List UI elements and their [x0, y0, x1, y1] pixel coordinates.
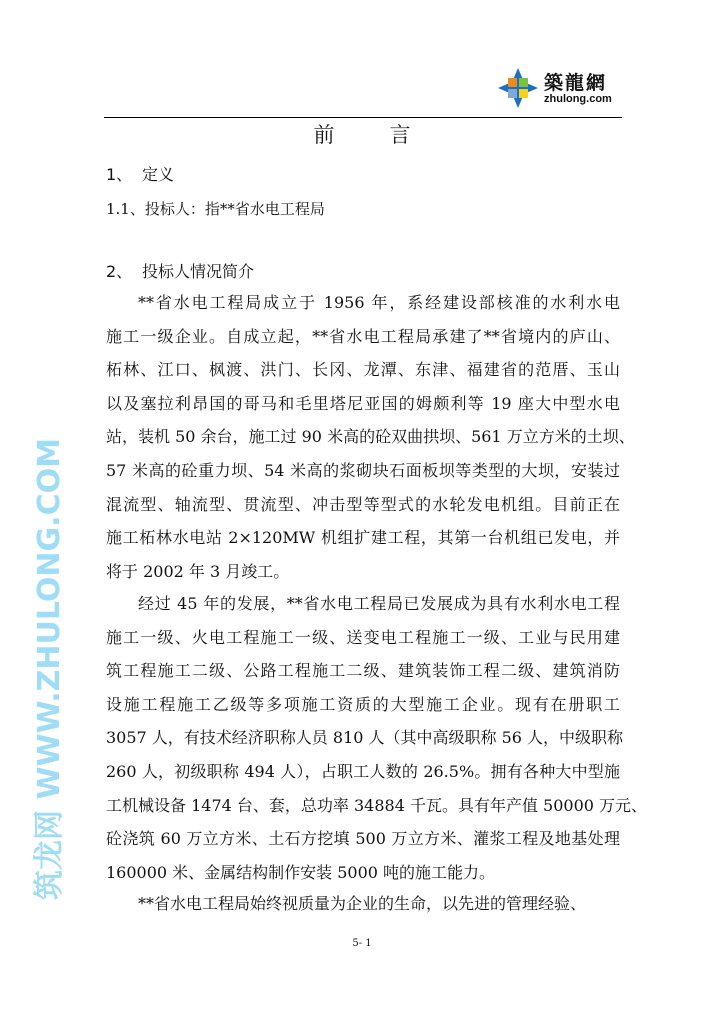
paragraph-line: 57 米高的砼重力坝、54 米高的浆砌块石面板坝等类型的大坝，安装过: [106, 461, 620, 480]
definition-text: 1.1、投标人：指**省水电工程局: [106, 200, 325, 218]
paragraph-line: 260 人，初级职称 494 人），占职工人数的 26.5%。拥有各种大中型施: [106, 762, 620, 781]
header-rule: [104, 117, 622, 118]
watermark: 筑龙网 WWW.ZHULONG.COM: [32, 438, 67, 900]
paragraph-line: 以及塞拉利昂国的哥马和毛里塔尼亚国的姆颇利等 19 座大中型水电: [106, 393, 620, 413]
paragraph-line: **省水电工程局成立于 1956 年，系经建设部核准的水利水电: [138, 293, 620, 312]
logo-name: 築龍網: [544, 72, 608, 94]
paragraph-line: 站，装机 50 余台，施工过 90 米高的砼双曲拱坝、561 万立方米的土坝、: [106, 427, 635, 447]
paragraph-line: 160000 米、金属结构制作安装 5000 吨的施工能力。: [106, 862, 496, 882]
section-heading: [106, 259, 254, 282]
paragraph-line: 混流型、轴流型、贯流型、冲击型等型式的水轮发电机组。目前正在: [106, 494, 620, 514]
paragraph-line: 施工一级、火电工程施工一级、送变电工程施工一级、工业与民用建: [106, 627, 620, 647]
page-number: 5- 1: [352, 938, 372, 949]
paragraph-line: 工机械设备 1474 台、套，总功率 34884 千瓦。具有年产值 50000 万元、: [106, 795, 648, 815]
section-number: 1、: [106, 165, 133, 184]
section-label: 投标人情况简介: [142, 262, 255, 281]
logo-domain: zhulong.com: [544, 93, 612, 105]
paragraph-line: 筑工程施工二级、公路工程施工二级、建筑装饰工程二级、建筑消防: [106, 661, 620, 681]
page-title: 前言: [313, 123, 466, 147]
paragraph-line: 施工一级企业。自成立起，**省水电工程局承建了**省境内的庐山、: [106, 326, 620, 346]
section-heading: [106, 162, 174, 185]
paragraph-line: 将于 2002 年 3 月竣工。: [106, 561, 290, 581]
paragraph-line: 3057 人，有技术经济职称人员 810 人（其中高级职称 56 人，中级职称: [106, 728, 624, 748]
paragraph-line: 砼浇筑 60 万立方米、土石方挖填 500 万立方米、灌浆工程及地基处理: [106, 829, 620, 849]
zhulong-logo: [498, 66, 623, 110]
logo-cross-icon: [498, 68, 538, 108]
paragraph-line: 经过 45 年的发展，**省水电工程局已发展成为具有水利水电工程: [138, 594, 620, 613]
paragraph-line: **省水电工程局始终视质量为企业的生命，以先进的管理经验、: [138, 894, 587, 913]
paragraph-line: 施工柘林水电站 2×120MW 机组扩建工程，其第一台机组已发电，并: [106, 528, 620, 548]
section-label: 定义: [142, 165, 175, 184]
section-number: 2、: [106, 262, 133, 281]
paragraph-line: 柘林、江口、枫渡、洪门、长冈、龙潭、东津、福建省的范厝、玉山: [106, 360, 620, 380]
paragraph-line: 设施工程施工乙级等多项施工资质的大型施工企业。现有在册职工: [106, 694, 620, 714]
